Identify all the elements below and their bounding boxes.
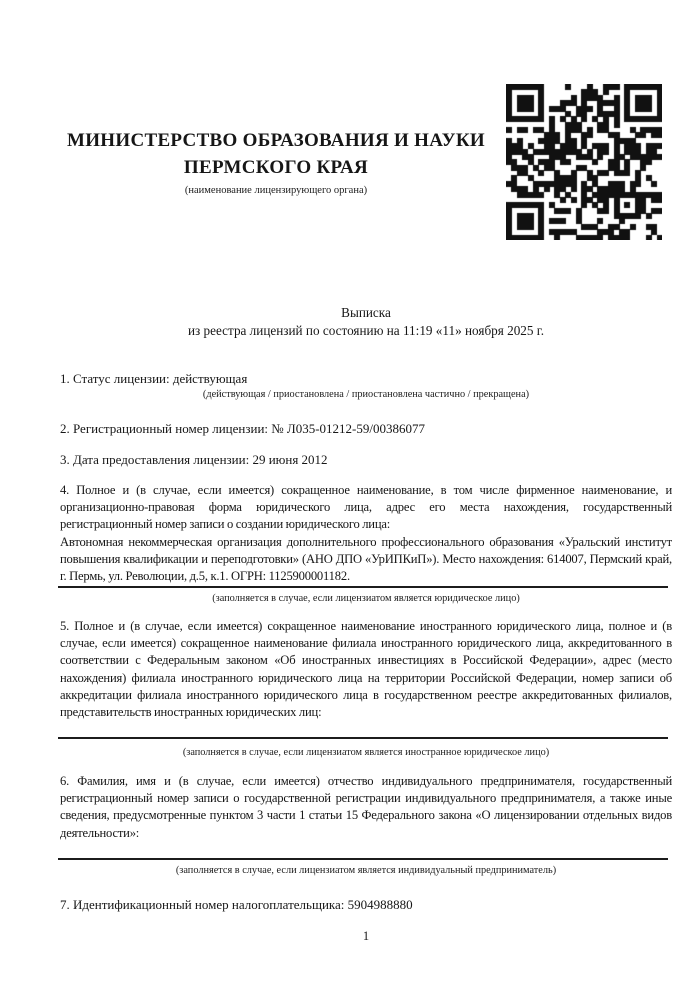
- licensing-authority-caption: (наименование лицензирующего органа): [184, 185, 368, 196]
- title-line1: Выписка: [341, 305, 391, 320]
- individual-entrepreneur-caption: (заполняется в случае, если лицензиатом является индивидуальный предприниматель): [175, 865, 557, 876]
- foreign-entity-underline: [58, 737, 668, 739]
- license-status: 1. Статус лицензии: действующая: [60, 371, 248, 386]
- legal-entity-section: [60, 482, 672, 534]
- legal-entity-caption: (заполняется в случае, если лицензиатом является юридическое лицо): [212, 593, 520, 604]
- issuing-authority-header: [60, 127, 492, 196]
- grant-date: 3. Дата предоставления лицензии: 29 июня 2012: [60, 452, 328, 467]
- registration-number: 2. Регистрационный номер лицензии: № Л035-01212-59/00386077: [60, 421, 426, 436]
- qr-code: [506, 84, 662, 240]
- title-line2: из реестра лицензий по состоянию на 11:19 «11» ноября 2025 г.: [187, 323, 545, 338]
- foreign-entity-label: 5. Полное и (в случае, если имеется) сокращенное наименование иностранного юридического лица, полное и (в случае, если имеется) сокращенное наименование филиала иностранного юридического лица, аккредитованного в соответствии с Федеральным законом «Об иностранных инвестициях в Российской Федерации», адрес (место нахождения) филиала иностранного юридического лица на территории Российской Федерации, номер записи об аккредитации филиала иностранного юридического лица в государственном реестре аккредитованных филиалов, представительств иностранных юридических лиц:: [60, 619, 672, 720]
- taxpayer-id: 7. Идентификационный номер налогоплательщика: 5904988880: [60, 897, 413, 912]
- license-status-options-caption: (действующая / приостановлена / приостановлена частично / прекращена): [202, 389, 530, 400]
- legal-entity-underline: [58, 586, 668, 588]
- ministry-name-line1: МИНИСТЕРСТВО ОБРАЗОВАНИЯ И НАУКИ: [66, 130, 486, 151]
- document-title: [60, 304, 672, 340]
- individual-entrepreneur-underline: [58, 858, 668, 860]
- individual-entrepreneur-label: 6. Фамилия, имя и (в случае, если имеется) отчество индивидуального предпринимателя, государственный регистрационный номер записи о государственной регистрации индивидуального предпринимателя, а также иные сведения, предусмотренные пунктом 3 части 1 статьи 15 Федерального закона «О лицензировании отдельных видов деятельности»:: [60, 774, 672, 840]
- foreign-entity-caption: (заполняется в случае, если лицензиатом является иностранное юридическое лицо): [182, 747, 550, 758]
- legal-entity-value: Автономная некоммерческая организация дополнительного профессионального образования «Уральский институт повышения квалификации и переподготовки» (АНО ДПО «УрИПКиП»). Место нахождения: 614007, Пермский край, г. Пермь, ул. Революции, д.5, к.1. ОГРН: 1125900001182.: [60, 535, 672, 584]
- page-number: 1: [362, 929, 370, 943]
- ministry-name-line2: ПЕРМСКОГО КРАЯ: [183, 157, 369, 178]
- legal-entity-label: 4. Полное и (в случае, если имеется) сокращенное наименование, в том числе фирменное наименование, и организационно-правовая форма юридического лица, адрес его места нахождения, государственный регистрационный номер записи о создании юридического лица:: [60, 483, 672, 532]
